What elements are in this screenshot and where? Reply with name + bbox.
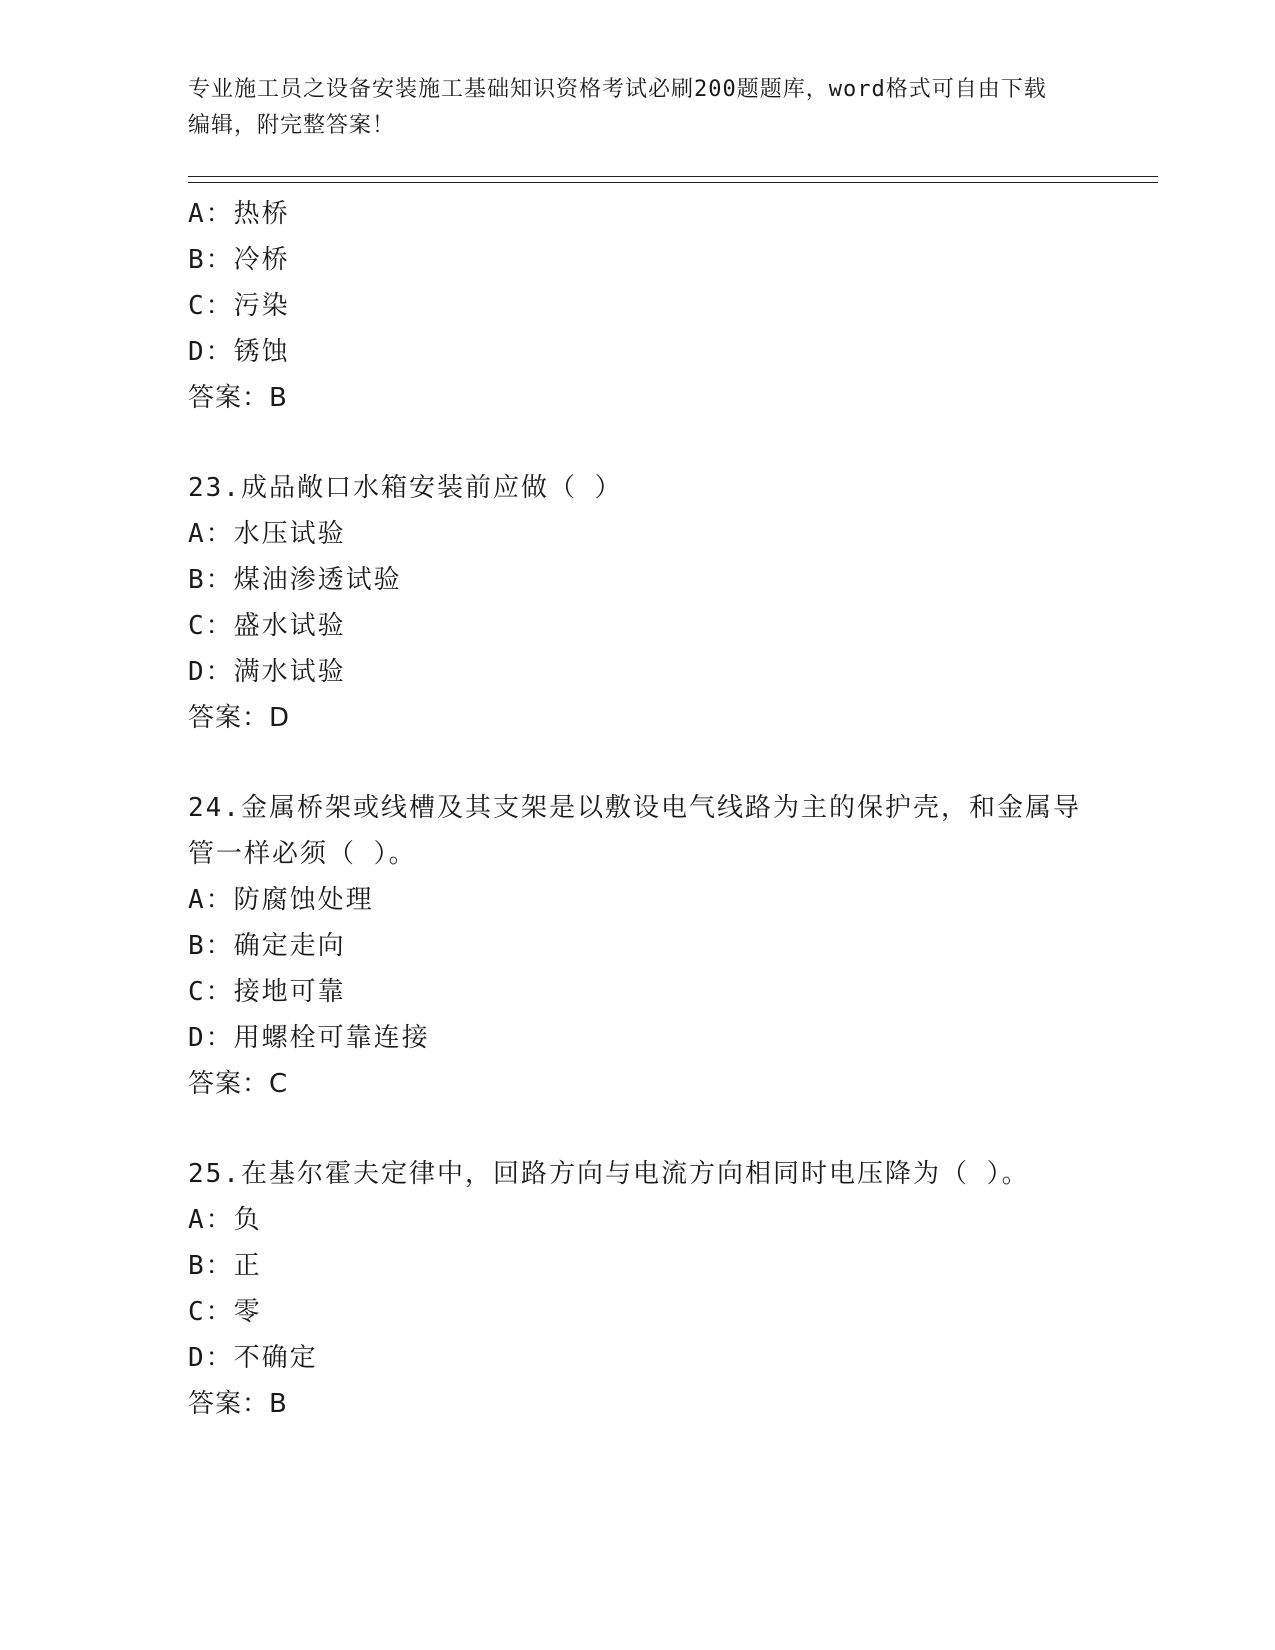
option-d: D：锈蚀 (188, 337, 290, 367)
option-a: A：防腐蚀处理 (188, 885, 374, 915)
option-a: A：水压试验 (188, 519, 346, 549)
option-d: D：不确定 (188, 1343, 318, 1373)
question-text: 23.成品敞口水箱安装前应做（ ） (188, 473, 623, 503)
question-block-22 (188, 191, 1088, 421)
document-header: 专业施工员之设备安装施工基础知识资格考试必刷200题题库，word格式可自由下载编辑，附完整答案！ (188, 77, 1047, 138)
spacer (188, 1107, 1088, 1151)
question-text: 25.在基尔霍夫定律中，回路方向与电流方向相同时电压降为（ ）。 (188, 1159, 1030, 1189)
option-b: B：正 (188, 1251, 262, 1281)
header-divider-bottom (188, 182, 1158, 183)
option-a: A：热桥 (188, 199, 290, 229)
option-c: C：零 (188, 1297, 262, 1327)
spacer (188, 741, 1088, 785)
question-block-25 (188, 1151, 1088, 1427)
answer-line: 答案：D (188, 703, 291, 733)
header-divider-top (188, 176, 1158, 177)
option-d: D：满水试验 (188, 657, 346, 687)
option-d: D：用螺栓可靠连接 (188, 1023, 430, 1053)
answer-line: 答案：B (188, 383, 288, 413)
option-c: C：盛水试验 (188, 611, 346, 641)
option-c: C：污染 (188, 291, 290, 321)
answer-line: 答案：B (188, 1389, 288, 1419)
option-c: C：接地可靠 (188, 977, 346, 1007)
option-b: B：煤油渗透试验 (188, 565, 402, 595)
question-block-24 (188, 785, 1088, 1107)
document-body (188, 191, 1088, 1427)
option-b: B：确定走向 (188, 931, 346, 961)
spacer (188, 421, 1088, 465)
question-text: 24.金属桥架或线槽及其支架是以敷设电气线路为主的保护壳，和金属导管一样必须（ ）。 (188, 793, 1081, 869)
option-b: B：冷桥 (188, 245, 290, 275)
question-block-23 (188, 465, 1088, 741)
option-a: A：负 (188, 1205, 262, 1235)
answer-line: 答案：C (188, 1069, 289, 1099)
